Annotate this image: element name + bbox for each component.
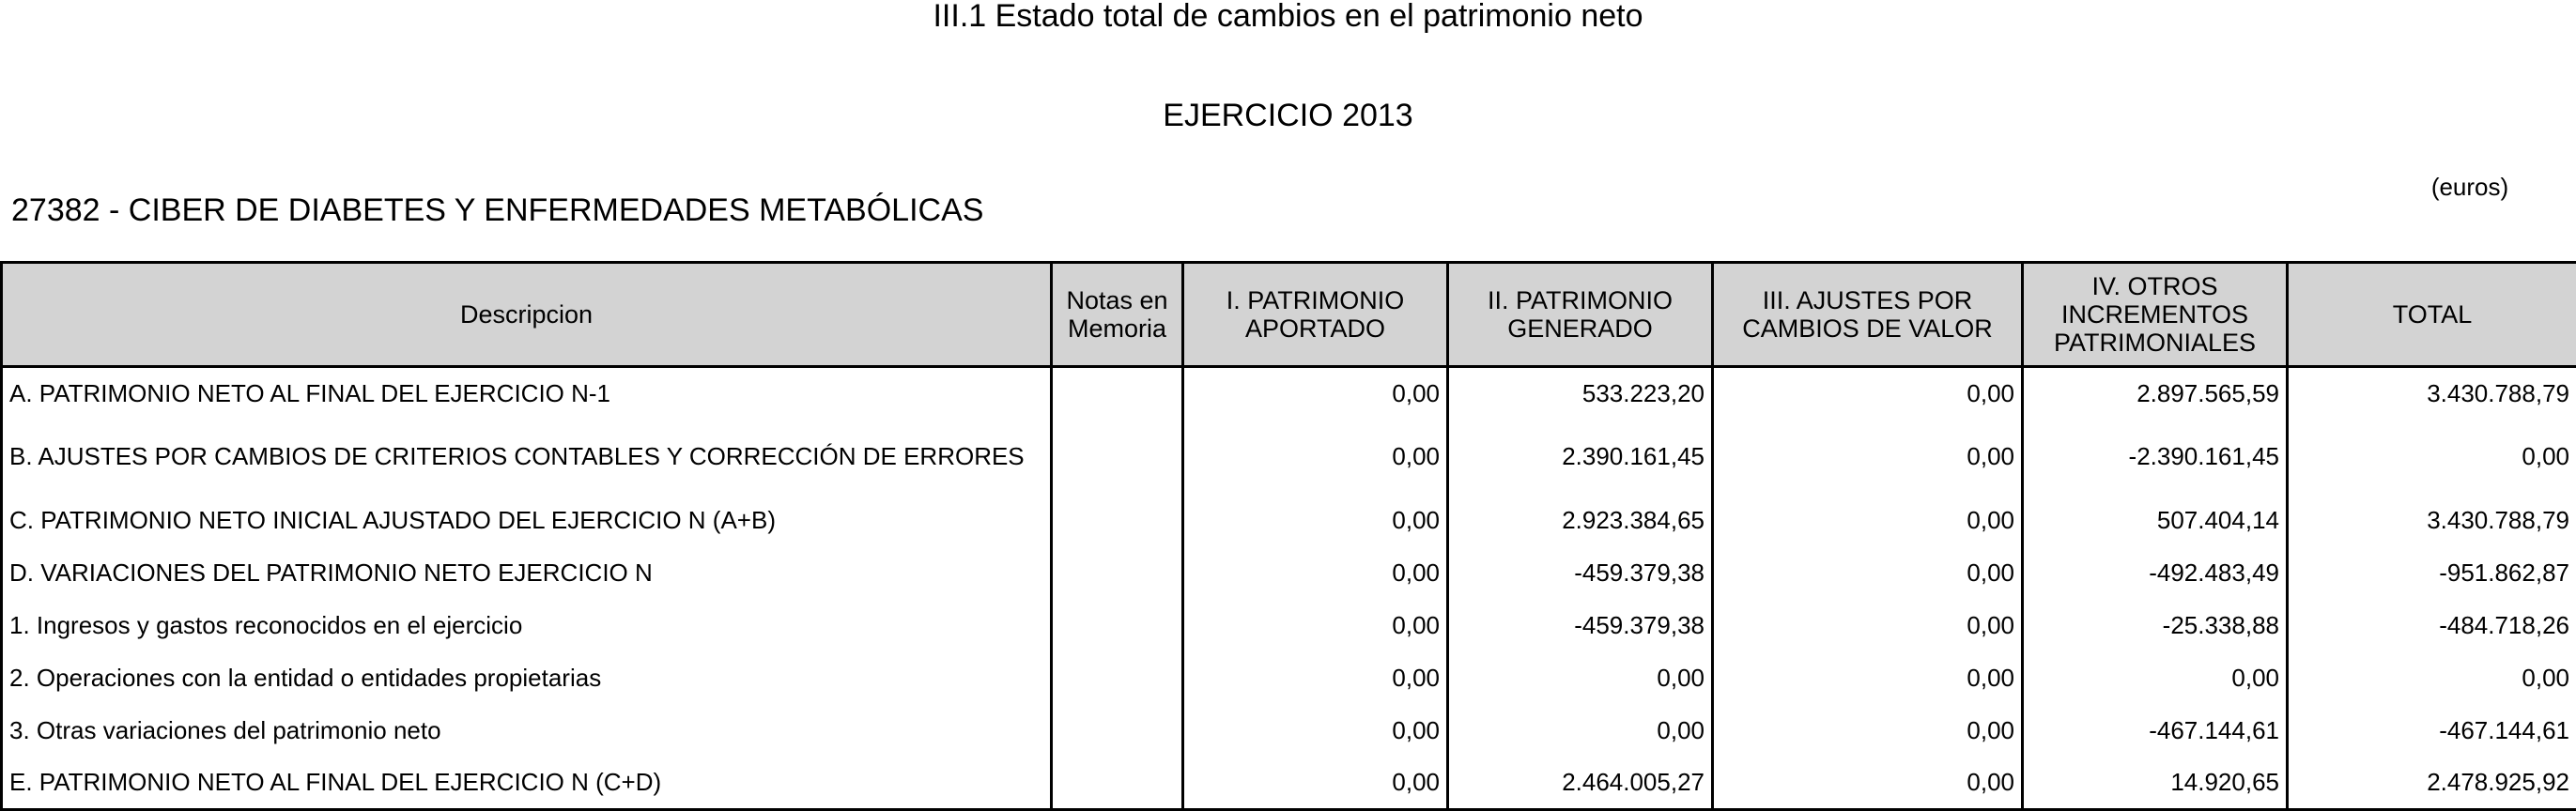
row-aportado: 0,00 [1183,495,1448,547]
table-row [2,652,2576,705]
row-aportado: 0,00 [1183,367,1448,420]
currency-note: (euros) [2404,173,2536,202]
row-ajustes: 0,00 [1713,547,2023,600]
row-description: B. AJUSTES POR CAMBIOS DE CRITERIOS CONTABLES Y CORRECCIÓN DE ERRORES [2,420,1052,495]
column-header-otros-incrementos: IV. OTROS INCREMENTOS PATRIMONIALES [2023,263,2288,367]
row-aportado: 0,00 [1183,547,1448,600]
row-ajustes: 0,00 [1713,420,2023,495]
row-ajustes: 0,00 [1713,652,2023,705]
row-ajustes: 0,00 [1713,495,2023,547]
row-generado: -459.379,38 [1448,547,1713,600]
row-description: 3. Otras variaciones del patrimonio neto [2,705,1052,757]
row-aportado: 0,00 [1183,420,1448,495]
row-aportado: 0,00 [1183,600,1448,652]
row-total: -484.718,26 [2288,600,2576,652]
row-description: A. PATRIMONIO NETO AL FINAL DEL EJERCICIO N-1 [2,367,1052,420]
row-otros: -492.483,49 [2023,547,2288,600]
table-row [2,705,2576,757]
row-description: E. PATRIMONIO NETO AL FINAL DEL EJERCICIO N (C+D) [2,757,1052,810]
row-generado: 0,00 [1448,652,1713,705]
row-description: 2. Operaciones con la entidad o entidades propietarias [2,652,1052,705]
row-total: 0,00 [2288,420,2576,495]
exercise-year-title: EJERCICIO 2013 [0,99,2576,131]
row-otros: 2.897.565,59 [2023,367,2288,420]
column-header-notas: Notas en Memoria [1052,263,1183,367]
row-total: 2.478.925,92 [2288,757,2576,810]
row-aportado: 0,00 [1183,705,1448,757]
row-generado: 2.923.384,65 [1448,495,1713,547]
equity-changes-table [0,261,2576,811]
row-notas [1052,367,1183,420]
row-ajustes: 0,00 [1713,367,2023,420]
row-total: -467.144,61 [2288,705,2576,757]
row-description: 1. Ingresos y gastos reconocidos en el ejercicio [2,600,1052,652]
row-notas [1052,705,1183,757]
row-generado: 2.390.161,45 [1448,420,1713,495]
row-generado: 2.464.005,27 [1448,757,1713,810]
page-title: III.1 Estado total de cambios en el patrimonio neto [0,0,2576,32]
table-row [2,495,2576,547]
row-notas [1052,600,1183,652]
row-generado: 533.223,20 [1448,367,1713,420]
row-generado: -459.379,38 [1448,600,1713,652]
column-header-descripcion: Descripcion [2,263,1052,367]
row-otros: -2.390.161,45 [2023,420,2288,495]
row-generado: 0,00 [1448,705,1713,757]
row-otros: -467.144,61 [2023,705,2288,757]
row-notas [1052,495,1183,547]
row-otros: -25.338,88 [2023,600,2288,652]
row-total: 0,00 [2288,652,2576,705]
table-row [2,367,2576,420]
row-notas [1052,547,1183,600]
row-aportado: 0,00 [1183,757,1448,810]
row-total: -951.862,87 [2288,547,2576,600]
table-row [2,420,2576,495]
entity-title: 27382 - CIBER DE DIABETES Y ENFERMEDADES METABÓLICAS [11,192,983,229]
table-row [2,757,2576,810]
column-header-patrimonio-aportado: I. PATRIMONIO APORTADO [1183,263,1448,367]
row-aportado: 0,00 [1183,652,1448,705]
row-otros: 507.404,14 [2023,495,2288,547]
table-header-row [2,263,2576,367]
row-notas [1052,652,1183,705]
table-row [2,600,2576,652]
row-otros: 0,00 [2023,652,2288,705]
row-ajustes: 0,00 [1713,600,2023,652]
row-description: D. VARIACIONES DEL PATRIMONIO NETO EJERCICIO N [2,547,1052,600]
column-header-total: TOTAL [2288,263,2576,367]
row-ajustes: 0,00 [1713,757,2023,810]
row-total: 3.430.788,79 [2288,495,2576,547]
row-notas [1052,420,1183,495]
row-notas [1052,757,1183,810]
row-otros: 14.920,65 [2023,757,2288,810]
column-header-ajustes-cambios-valor: III. AJUSTES POR CAMBIOS DE VALOR [1713,263,2023,367]
table-row [2,547,2576,600]
column-header-patrimonio-generado: II. PATRIMONIO GENERADO [1448,263,1713,367]
row-total: 3.430.788,79 [2288,367,2576,420]
row-ajustes: 0,00 [1713,705,2023,757]
row-description: C. PATRIMONIO NETO INICIAL AJUSTADO DEL EJERCICIO N (A+B) [2,495,1052,547]
